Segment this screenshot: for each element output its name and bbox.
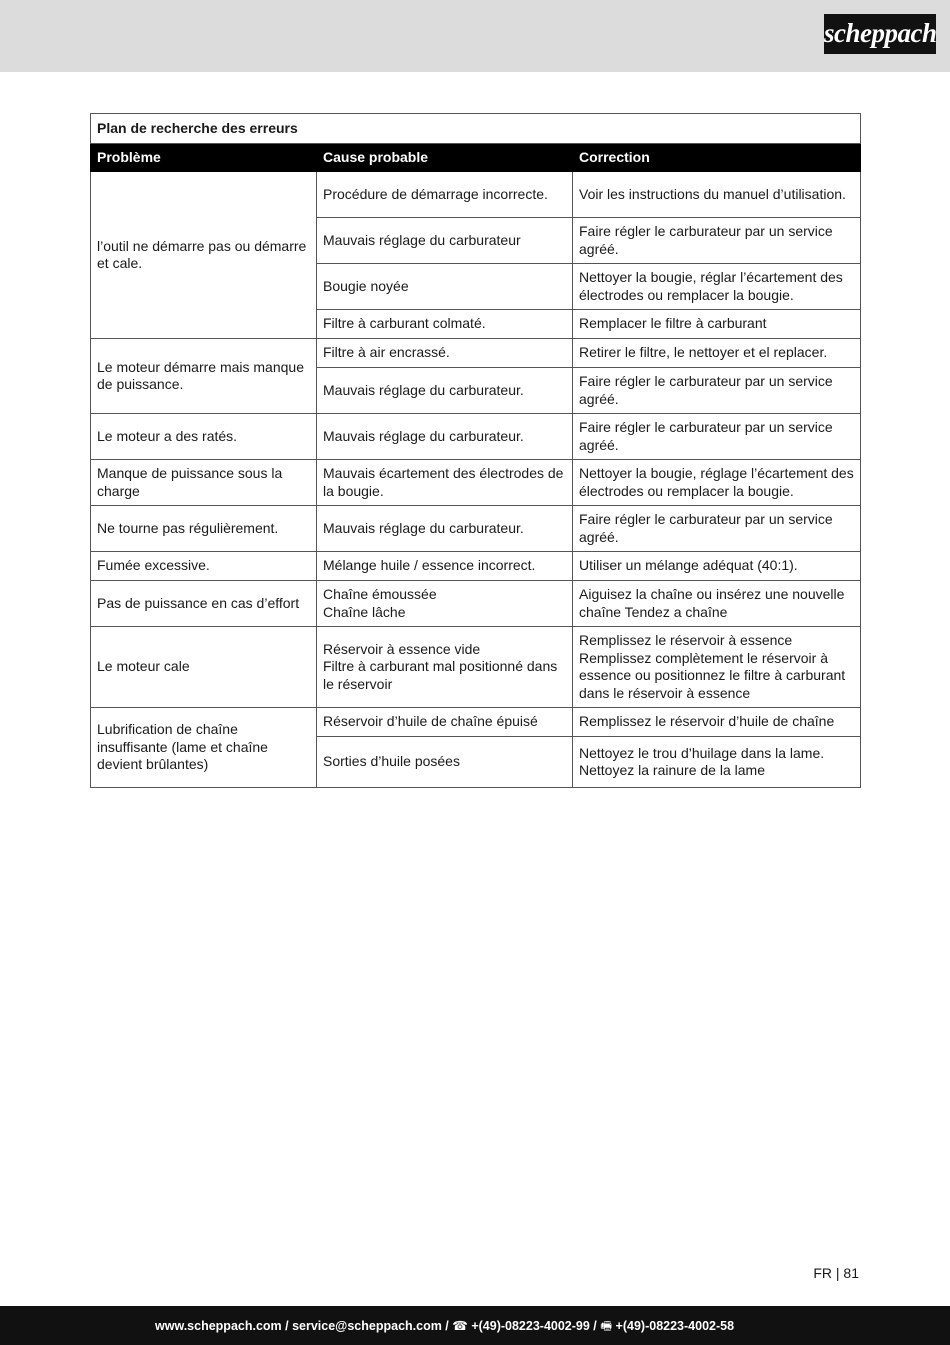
- correction-line: Aiguisez la chaîne ou insérez une nouvelle chaîne Tendez a chaîne: [579, 586, 845, 620]
- correction-cell: [573, 737, 861, 788]
- cause-cell: Procédure de démarrage incorrecte.: [317, 172, 573, 218]
- problem-cell: Fumée excessive.: [91, 552, 317, 581]
- table-row: [91, 414, 861, 460]
- table-row: [91, 339, 861, 368]
- correction-line: Remplissez complètement le réservoir à essence ou positionnez le filtre à carburant dans le réservoir à essence: [579, 649, 846, 701]
- table-row: [91, 627, 861, 708]
- correction-cell: Faire régler le carburateur par un service agréé.: [573, 414, 861, 460]
- cause-cell: Mauvais écartement des électrodes de la bougie.: [317, 460, 573, 506]
- correction-cell: Faire régler le carburateur par un service agréé.: [573, 218, 861, 264]
- column-header-problem: Problème: [91, 143, 317, 172]
- troubleshooting-table: [90, 113, 861, 788]
- fax-icon: 🖷: [600, 1319, 613, 1333]
- correction-cell: Nettoyer la bougie, réglage l’écartement des électrodes ou remplacer la bougie.: [573, 460, 861, 506]
- correction-cell: Faire régler le carburateur par un service agréé.: [573, 506, 861, 552]
- problem-cell: Lubrification de chaîne insuffisante (lame et chaîne devient brûlantes): [91, 708, 317, 788]
- cause-cell: Sorties d’huile posées: [317, 737, 573, 788]
- column-header-correction: Correction: [573, 143, 861, 172]
- page-number: FR | 81: [813, 1265, 859, 1281]
- correction-cell: Faire régler le carburateur par un service agréé.: [573, 368, 861, 414]
- phone-icon: ☎: [452, 1319, 468, 1333]
- problem-cell: Pas de puissance en cas d’effort: [91, 581, 317, 627]
- cause-cell: Mauvais réglage du carburateur.: [317, 506, 573, 552]
- correction-cell: Retirer le filtre, le nettoyer et el replacer.: [573, 339, 861, 368]
- correction-cell: Voir les instructions du manuel d’utilisation.: [573, 172, 861, 218]
- cause-cell: Mauvais réglage du carburateur: [317, 218, 573, 264]
- table-row: [91, 506, 861, 552]
- table-row: [91, 552, 861, 581]
- table-row: [91, 708, 861, 737]
- correction-line: Nettoyez le trou d’huilage dans la lame.: [579, 744, 825, 761]
- correction-cell: [573, 627, 861, 708]
- troubleshooting-table-container: [90, 113, 860, 788]
- cause-cell: [317, 627, 573, 708]
- brand-logo: scheppach: [824, 14, 936, 54]
- table-header-row: [91, 143, 861, 172]
- correction-cell: Utiliser un mélange adéquat (40:1).: [573, 552, 861, 581]
- correction-line: Nettoyez la rainure de la lame: [579, 762, 765, 778]
- cause-cell: [317, 581, 573, 627]
- cause-cell: Mauvais réglage du carburateur.: [317, 368, 573, 414]
- correction-cell: Remplacer le filtre à carburant: [573, 310, 861, 339]
- table-row: [91, 172, 861, 218]
- cause-cell: Mauvais réglage du carburateur.: [317, 414, 573, 460]
- cause-line: Chaîne lâche: [323, 603, 406, 620]
- cause-line: Réservoir à essence vide: [323, 640, 481, 657]
- table-title-row: [91, 114, 861, 144]
- cause-cell: Réservoir d’huile de chaîne épuisé: [317, 708, 573, 737]
- cause-cell: Mélange huile / essence incorrect.: [317, 552, 573, 581]
- table-row: [91, 581, 861, 627]
- correction-cell: Nettoyer la bougie, réglar l’écartement des électrodes ou remplacer la bougie.: [573, 264, 861, 310]
- cause-cell: Filtre à air encrassé.: [317, 339, 573, 368]
- contact-web-mail[interactable]: www.scheppach.com / service@scheppach.com /: [155, 1319, 449, 1333]
- cause-line: Filtre à carburant mal positionné dans le réservoir: [323, 658, 558, 692]
- contact-fax: +(49)-08223-4002-58: [615, 1319, 735, 1333]
- contact-phone: +(49)-08223-4002-99 /: [471, 1319, 597, 1333]
- contact-line: [155, 1317, 734, 1338]
- header-band: [0, 0, 950, 72]
- cause-cell: Filtre à carburant colmaté.: [317, 310, 573, 339]
- problem-cell: l’outil ne démarre pas ou démarre et cale.: [91, 172, 317, 339]
- correction-line: Remplissez le réservoir à essence: [579, 632, 793, 648]
- cause-line: Chaîne émoussée: [323, 586, 437, 602]
- footer-bar: [0, 1306, 950, 1345]
- correction-cell: [573, 581, 861, 627]
- cause-cell: Bougie noyée: [317, 264, 573, 310]
- column-header-cause: Cause probable: [317, 143, 573, 172]
- problem-cell: Manque de puissance sous la charge: [91, 460, 317, 506]
- correction-cell: Remplissez le réservoir d’huile de chaîne: [573, 708, 861, 737]
- table-title: Plan de recherche des erreurs: [91, 114, 861, 144]
- problem-cell: Le moteur démarre mais manque de puissance.: [91, 339, 317, 414]
- problem-cell: Le moteur cale: [91, 627, 317, 708]
- table-row: [91, 460, 861, 506]
- problem-cell: Ne tourne pas régulièrement.: [91, 506, 317, 552]
- problem-cell: Le moteur a des ratés.: [91, 414, 317, 460]
